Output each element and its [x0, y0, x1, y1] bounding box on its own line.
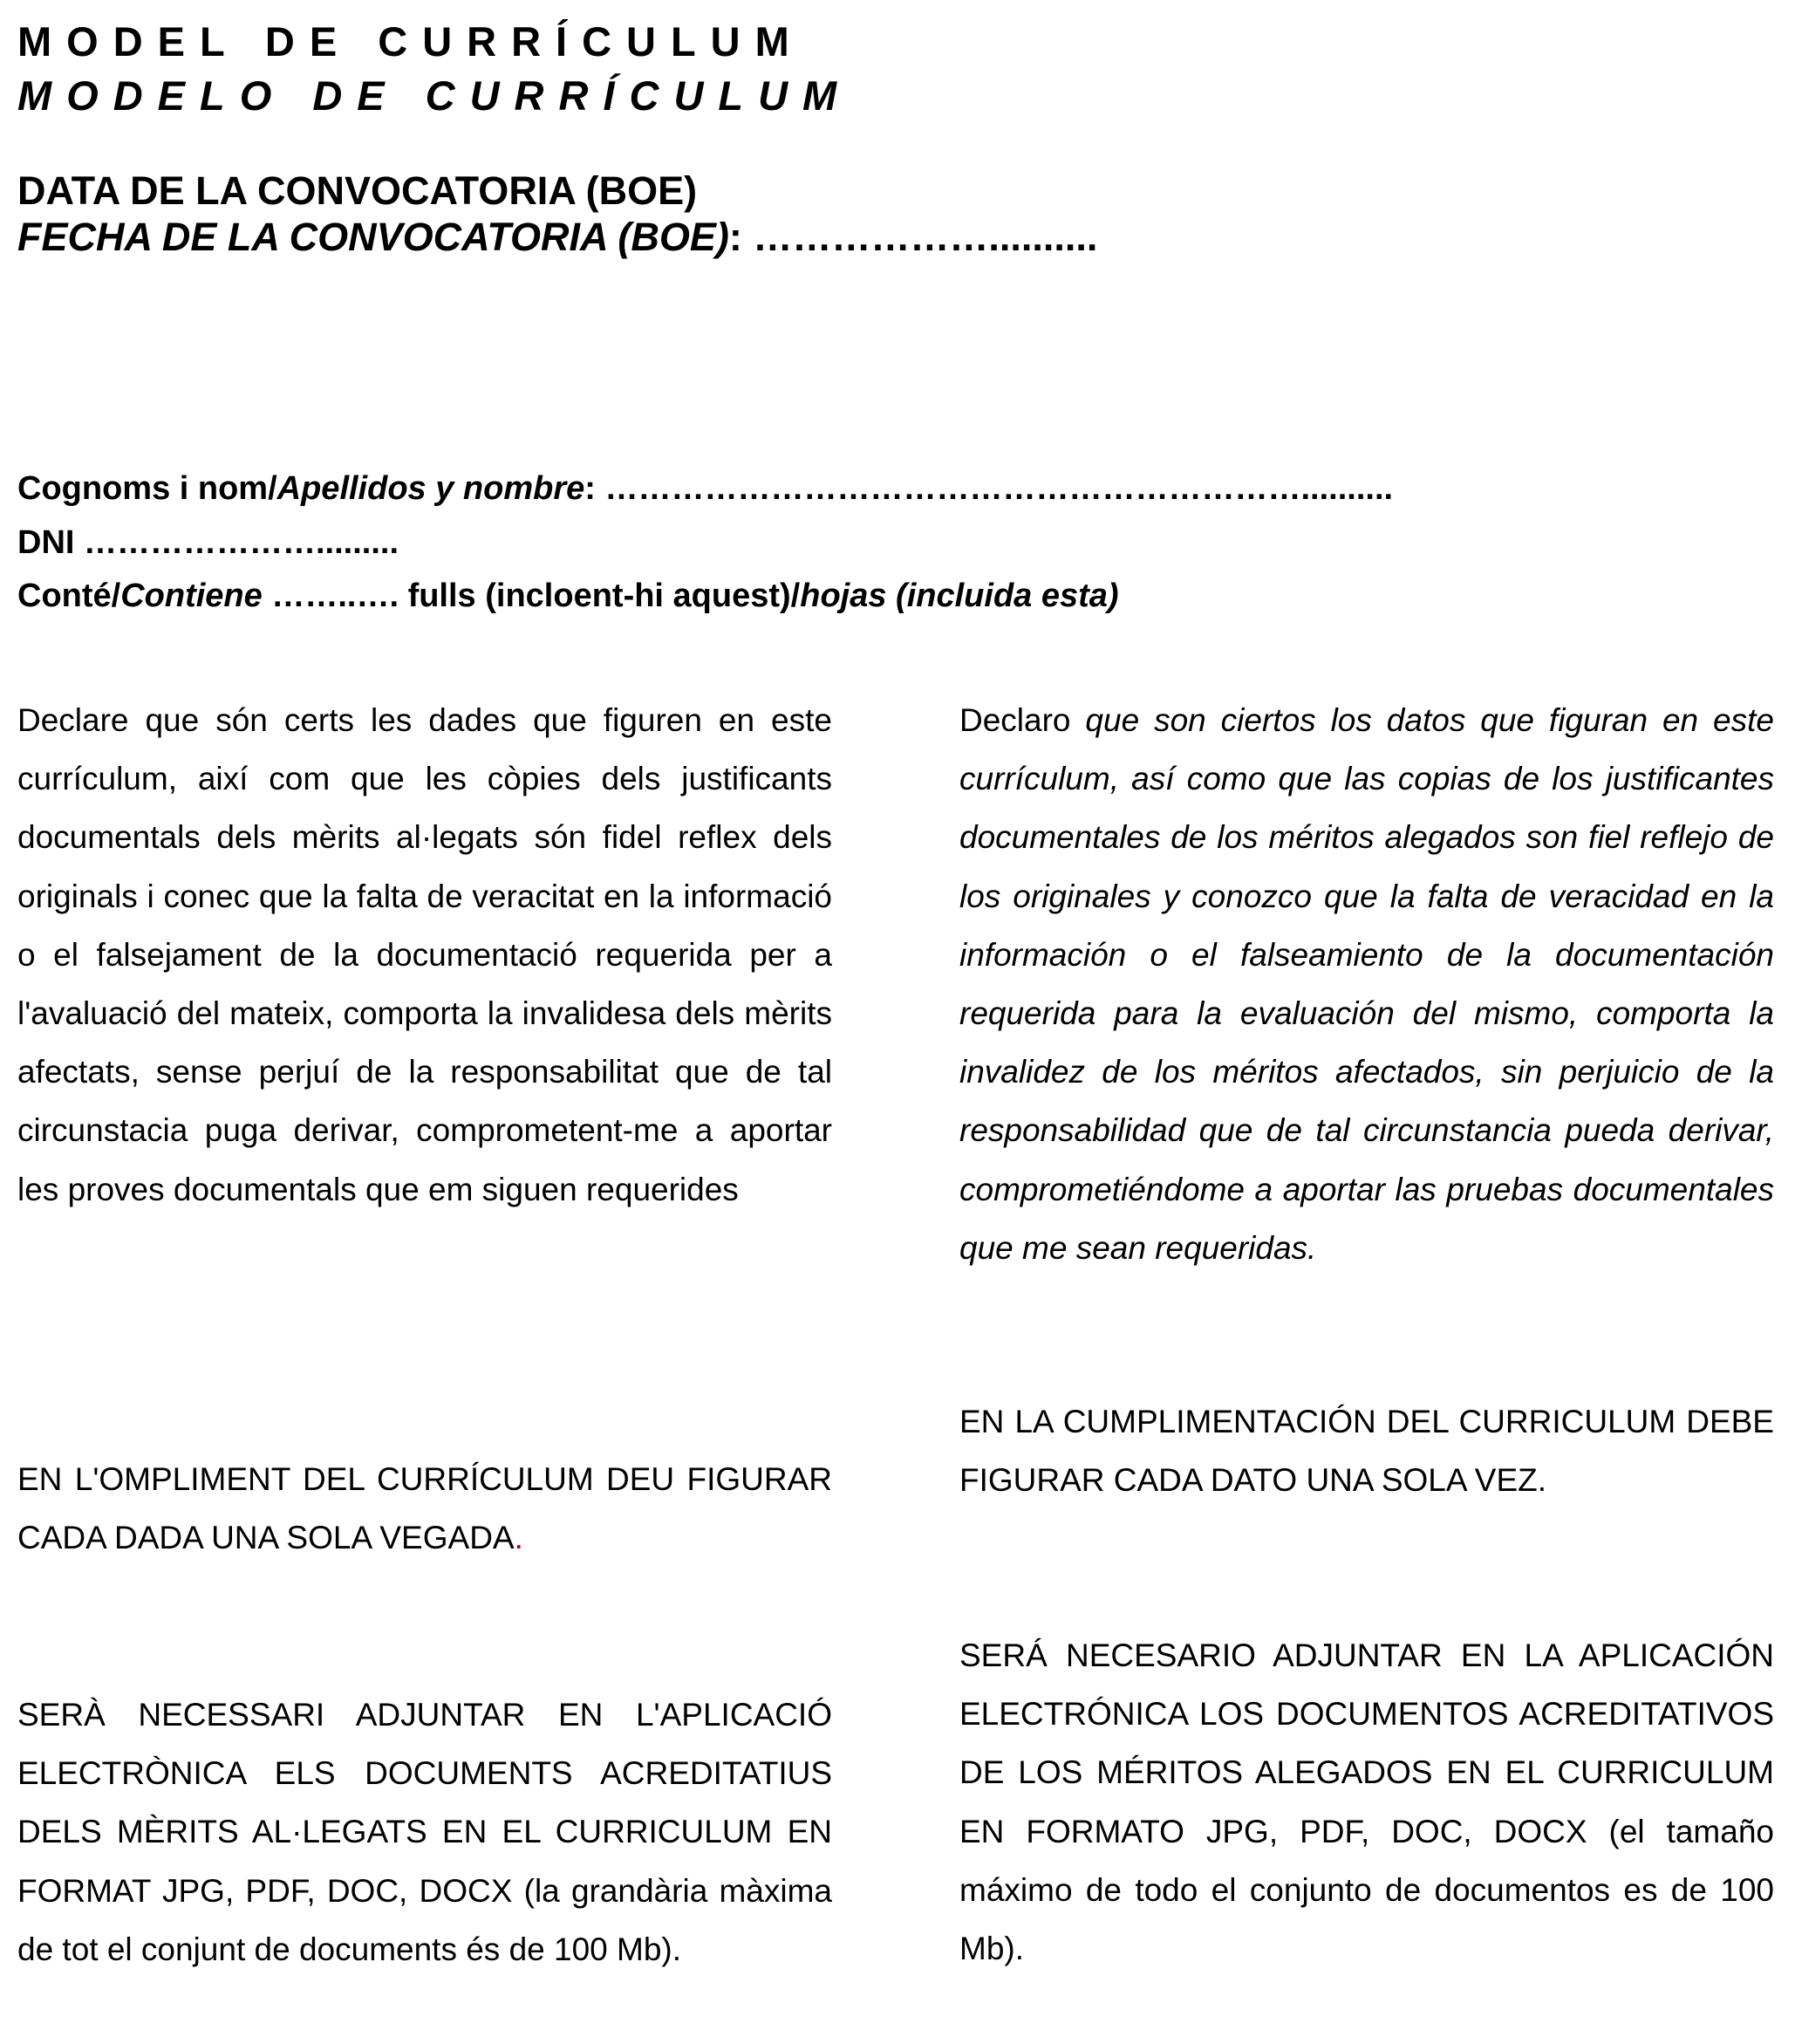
sheets-suffix-spanish: hojas (incluida esta) [800, 578, 1119, 614]
name-label-catalan: Cognoms i nom/ [17, 470, 277, 507]
attachment-notice-spanish: SERÁ NECESARIO ADJUNTAR EN LA APLICACIÓN ELECTRÓNICA LOS DOCUMENTOS ACREDITATIVOS DE LOS MÉRITOS ALEGADOS EN EL CURRICULUM EN FORMATO JPG, PDF, DOC, DOCX (el tamaño máximo de todo el conjunto de documentos es de 100 Mb). [959, 1637, 1774, 1967]
once-notice-catalan-end: . [514, 1520, 523, 1556]
page-title-spanish: MODELO DE CURRÍCULUM [17, 72, 852, 119]
declaration-spanish [959, 691, 1774, 1277]
sheets-count-field[interactable]: ……..…. fulls (incloent-hi aquest)/ [262, 578, 801, 614]
call-date-field[interactable]: : ……………….......... [728, 215, 1098, 259]
once-notice-catalan [17, 1450, 832, 1567]
once-notice-spanish: EN LA CUMPLIMENTACIÓN DEL CURRICULUM DEBE FIGURAR CADA DATO UNA SOLA VEZ. [959, 1404, 1774, 1499]
dni-field[interactable]: DNI …………………......... [17, 524, 399, 561]
declaration-spanish-body: que son ciertos los datos que figuran en este currículum, así como que las copias de los justificantes documentales de los méritos alegados son fiel reflejo de los originales y conozco que la falta de veracidad en la información o el falseamiento de la documentación requerida para la evaluación del mismo, comporta la invalidez de los méritos afectados, sin perjuicio de la responsabilidad que de tal circunstancia pueda derivar, comprometiéndome a aportar las pruebas documentales que me sean requeridas. [959, 702, 1774, 1266]
page-title-catalan: MODEL DE CURRÍCULUM [17, 18, 804, 65]
sheets-label-spanish: Contiene [120, 578, 263, 614]
once-notice-catalan-text: EN L'OMPLIMENT DEL CURRÍCULUM DEU FIGURAR CADA DADA UNA SOLA VEGADA [17, 1461, 832, 1556]
call-date-label-catalan: DATA DE LA CONVOCATORIA (BOE) [17, 168, 698, 213]
name-label-spanish: Apellidos y nombre [276, 470, 585, 507]
declaration-spanish-lead: Declaro [959, 702, 1071, 738]
name-field-line [17, 467, 1393, 510]
call-date-label-spanish: FECHA DE LA CONVOCATORIA (BOE) [17, 215, 729, 259]
sheets-count-line [17, 574, 1119, 618]
attachment-notice-catalan: SERÀ NECESSARI ADJUNTAR EN L'APLICACIÓ ELECTRÒNICA ELS DOCUMENTS ACREDITATIUS DELS MÈRITS AL·LEGATS EN EL CURRICULUM EN FORMAT JPG, PDF, DOC, DOCX (la grandària màxima de tot el conjunt de documents és de 100 Mb). [17, 1697, 832, 1967]
call-date-line-spanish [17, 213, 1097, 262]
declaration-catalan: Declare que són certs les dades que figuren en este currículum, així com que les còpies dels justificants documentals dels mèrits al·legats són fidel reflex dels originals i conec que la falta de veracitat en la informació o el falsejament de la documentació requerida per a l'avaluació del mateix, comporta la invalidesa dels mèrits afectats, sense perjuí de la responsabilitat que de tal circunstacia puga derivar, comprometent-me a aportar les proves documentals que em siguen requerides [17, 702, 832, 1207]
name-field[interactable]: : ……………………………………………………….......... [584, 470, 1394, 507]
sheets-label-catalan: Conté/ [17, 578, 121, 614]
